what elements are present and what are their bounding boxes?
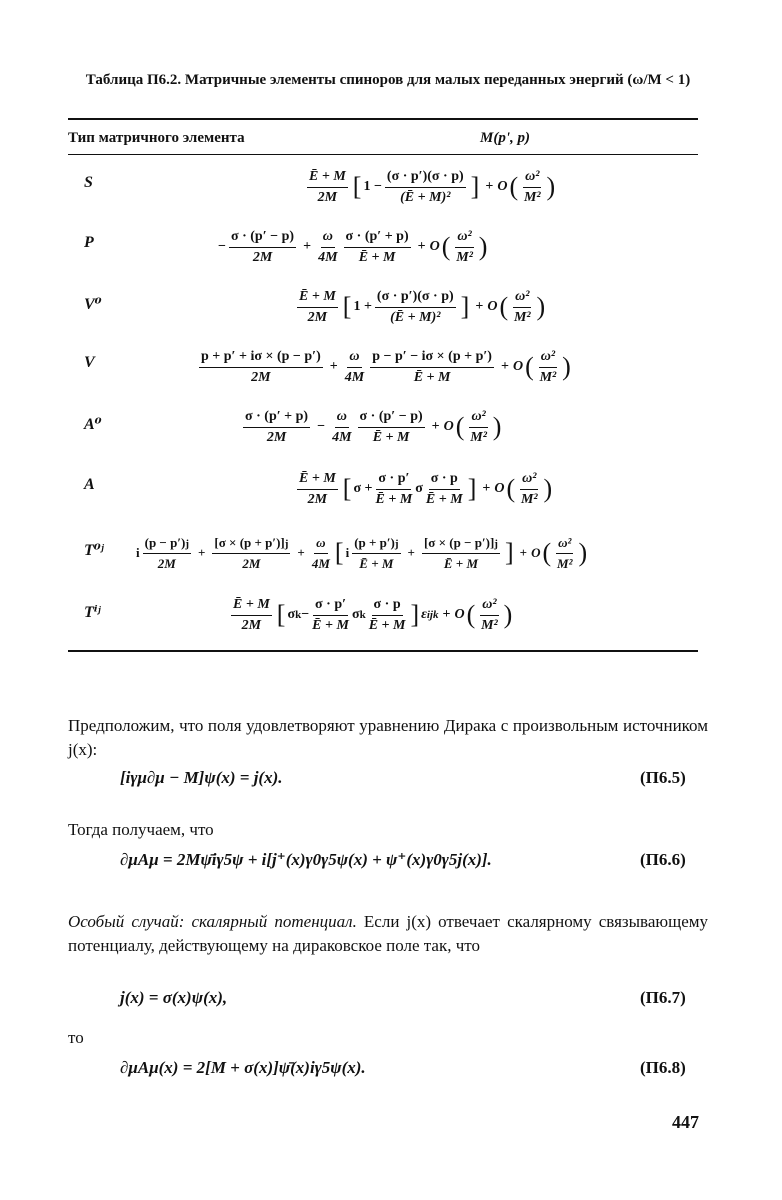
table-caption [68, 70, 708, 90]
paragraph-2: Тогда получаем, что [68, 820, 214, 839]
row-label: A⁰ [84, 416, 102, 433]
paragraph-3 [68, 910, 708, 958]
paragraph-3-text: Если j(x) отвечает скалярному связывающему потенциалу, действующему на дираковское поле так, что [68, 912, 708, 955]
row-label: Tⁱʲ [84, 604, 101, 621]
paragraph-4: то [68, 1028, 84, 1047]
row-label: A [84, 476, 95, 493]
equation-number-p6-5: (П6.5) [640, 768, 686, 787]
row-label: T⁰ʲ [84, 542, 104, 559]
table-header-rule [68, 154, 698, 155]
table-row [68, 338, 708, 396]
table-top-rule [68, 118, 698, 120]
row-label: P [84, 234, 94, 251]
table-header-matrix: M(p', p) [480, 130, 530, 146]
page-number: 447 [672, 1112, 699, 1132]
table-caption-label: Таблица П6.2. [85, 72, 182, 88]
paragraph-1: Предположим, что поля удовлетворяют уравнению Дирака с произвольным источником j(x): [68, 716, 708, 759]
equation-number-p6-6: (П6.6) [640, 850, 686, 869]
equation-number-p6-7: (П6.7) [640, 988, 686, 1007]
table-row [68, 524, 708, 582]
row-formula: $\frac{p + p' + i\sigma \times (p - p')}{2M}$ + $\frac{\omega}{4M}$ $\frac{p - p' - i\sigma \times (p + p')}{Ē + M}$ + O ( $\frac{\text{ω²}}{\text{M²}}$ ) [201, 348, 571, 385]
table-row [68, 278, 708, 336]
row-formula: $\frac{Ē + M}{2M}$ [ 1 + $\frac{(\sigma \cdot p')(\sigma \cdot p)}{\text{(Ē + M)²}}$ ] + O ( $\frac{\text{ω²}}{\text{M²}}$ ) [299, 288, 546, 325]
table-row [68, 158, 708, 216]
row-formula: − $\frac{\sigma \cdot (p' - p)}{2M}$ + $\frac{\omega}{4M}$ $\frac{\sigma \cdot (p' + p)}{Ē + M}$ + O ( $\frac{\text{ω²}}{\text{M²}}$ ) [218, 228, 488, 265]
equation-p6-8: ∂μAμ(x) = 2[M + σ(x)]ψ̄(x)iγ5ψ(x). [120, 1058, 366, 1077]
table-caption-text: Матричные элементы спиноров для малых переданных энергий (ω/M < 1) [184, 72, 691, 88]
row-formula: $\frac{Ē + M}{2M}$ [ σ + $\frac{\sigma \cdot p'}{Ē + M}$ σ $\frac{\sigma \cdot p}{Ē + M}$ ] + O ( $\frac{\text{ω²}}{\text{M²}}$ ) [299, 470, 553, 507]
equation-number-p6-8: (П6.8) [640, 1058, 686, 1077]
equation-p6-7: j(x) = σ(x)ψ(x), [120, 988, 228, 1007]
paragraph-3-emphasis: Особый случай: скалярный потенциал. [68, 912, 357, 931]
equation-p6-5: [iγμ∂μ − M]ψ(x) = j(x). [120, 768, 283, 787]
table-header-type: Тип матричного элемента [68, 130, 245, 146]
table-row [68, 586, 708, 644]
row-formula: $\frac{Ē + M}{2M}$ [ 1 − $\frac{(\sigma \cdot p')(\sigma \cdot p)}{\text{(Ē + M)²}}$ ] + O ( $\frac{\text{ω²}}{\text{M²}}$ ) [309, 168, 556, 205]
table-row [68, 460, 708, 518]
table-row [68, 398, 708, 456]
row-label: V [84, 354, 95, 371]
row-formula: $\frac{\sigma \cdot (p' + p)}{2M}$ − $\frac{\omega}{4M}$ $\frac{\sigma \cdot (p' - p)}{Ē + M}$ + O ( $\frac{\text{ω²}}{\text{M²}}$ ) [245, 408, 502, 445]
row-label: V⁰ [84, 296, 102, 313]
row-label: S [84, 174, 93, 191]
row-formula: i $\frac{(p - p')j}{2M}$ + $\frac{[\sigma \times (p + p')]j}{2M}$ + $\frac{\omega}{4M}$ [ i $\frac{(p + p')j}{Ē + M}$ + $\frac{[\sigma \times (p - p')]j}{Ē + M}$ ] + O ( $\frac{\text{ω²}}{\text{M²}}$ ) [136, 534, 588, 571]
table-row [68, 218, 708, 276]
table-bottom-rule [68, 650, 698, 652]
equation-p6-6: ∂μAμ = 2Mψ̄iγ5ψ + i[j⁺(x)γ0γ5ψ(x) + ψ⁺(x)γ0γ5j(x)]. [120, 850, 492, 869]
row-formula: $\frac{Ē + M}{2M}$ [ σ k − $\frac{\sigma \cdot p'}{Ē + M}$ σ k $\frac{\sigma \cdot p}{Ē + M}$ ] εijk + O ( $\frac{\text{ω²}}{\text{M²}}$ ) [233, 596, 513, 633]
